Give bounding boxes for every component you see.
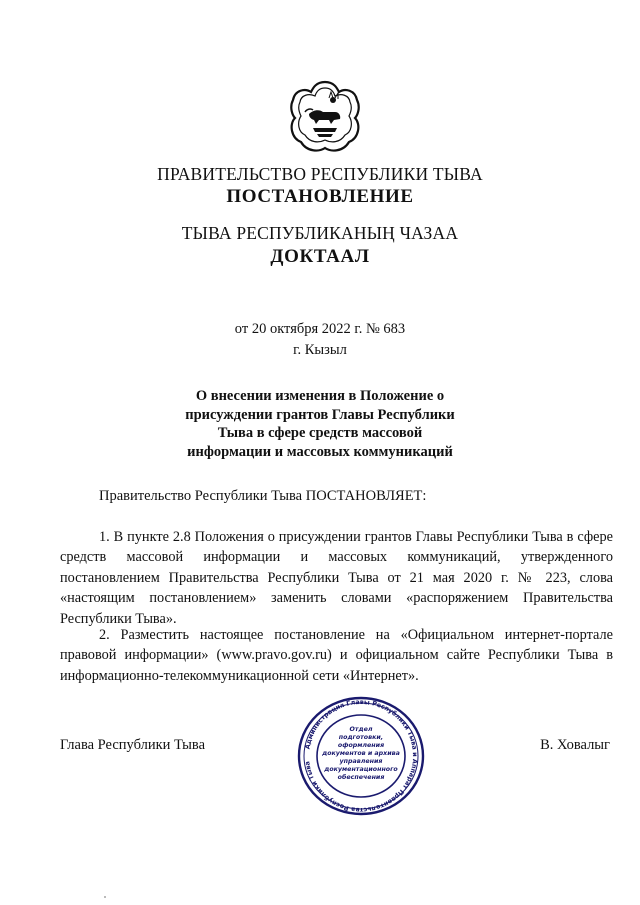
svg-text:обеспечения: обеспечения	[337, 774, 385, 781]
scan-speck	[104, 896, 106, 898]
paragraph-2: 2. Разместить настоящее постановление на «Официальном интернет-портале правовой информации» (www.pravo.gov.ru) и официальном сайте Республики Тыва в информационно-телекоммуникационной сети «Интернет».	[60, 627, 613, 684]
svg-text:Отдел: Отдел	[349, 726, 373, 733]
title-line: О внесении изменения в Положение о	[195, 388, 445, 404]
document-city: г. Кызыл	[293, 342, 347, 358]
svg-text:подготовки,: подготовки,	[338, 734, 384, 741]
signatory-position: Глава Республики Тыва	[60, 737, 206, 753]
organization-name-tyvan: ТЫВА РЕСПУБЛИКАНЫҢ ЧАЗАА	[181, 223, 459, 243]
document-date-number: от 20 октября 2022 г. № 683	[234, 321, 406, 337]
official-seal-stamp	[296, 695, 426, 817]
title-line: Тыва в сфере средств массовой	[217, 425, 423, 441]
title-line: присуждении грантов Главы Республики	[185, 406, 455, 423]
preamble: Правительство Республики Тыва ПОСТАНОВЛЯЕТ:	[99, 488, 427, 504]
svg-text:оформления: оформления	[337, 742, 385, 749]
document-title	[0, 387, 640, 461]
signatory-name: В. Ховалыг	[540, 737, 610, 753]
document-type-tyvan: ДОКТААЛ	[270, 246, 370, 267]
document-type: ПОСТАНОВЛЕНИЕ	[226, 186, 414, 207]
coat-of-arms-icon	[285, 76, 365, 156]
svg-text:документационного: документационного	[324, 766, 398, 773]
paragraph-1: 1. В пункте 2.8 Положения о присуждении грантов Главы Республики Тыва в сфере средств массовой информации и массовых коммуникаций, утвержденного постановлением Правительства Республики Тыва от 21 мая 2020 г. № 223, слова «настоящим постановлением» заменить словами «распоряжением Правительства Республики Тыва».	[60, 529, 613, 627]
title-line: информации и массовых коммуникаций	[187, 443, 453, 460]
organization-name: ПРАВИТЕЛЬСТВО РЕСПУБЛИКИ ТЫВА	[157, 164, 483, 184]
svg-text:документов и архива: документов и архива	[322, 750, 400, 757]
svg-text:управления: управления	[339, 758, 383, 765]
svg-text:Администрация Главы Республики: Администрация Главы Республики Тыва и Аппарат Правительства Республики Тыва	[303, 697, 420, 815]
